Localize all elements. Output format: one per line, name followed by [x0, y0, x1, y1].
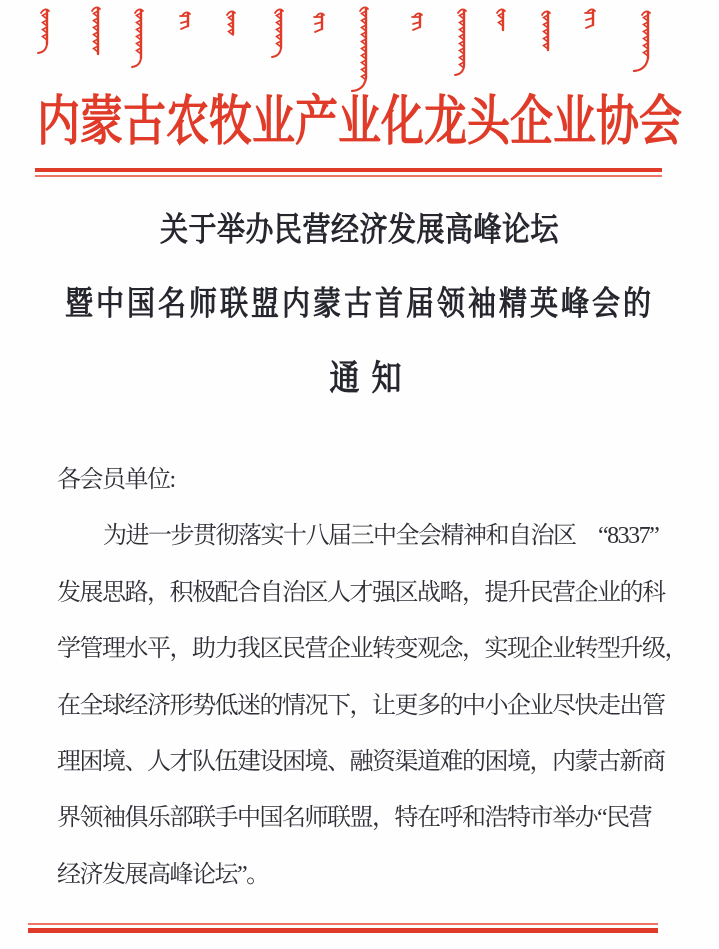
letterhead-divider-thin [35, 175, 662, 177]
body-line: 界领袖俱乐部联手中国名师联盟，特在呼和浩特市举办“民营 [57, 805, 652, 832]
body-line: 在全球经济形势低迷的情况下，让更多的中小企业尽快走出管 [57, 692, 665, 719]
body-line: 经济发展高峰论坛”。 [57, 861, 269, 888]
org-name: 内蒙古农牧业产业化龙头企业协会 [37, 93, 682, 152]
doc-title-line2: 暨中国名师联盟内蒙古首届领袖精英峰会的 [64, 286, 654, 323]
salutation: 各会员单位: [57, 467, 175, 493]
footer-divider-thin [28, 923, 658, 925]
body-line: 学管理水平，助力我区民营企业转变观念，实现企业转型升级， [57, 636, 687, 663]
footer-divider-thick [28, 928, 658, 933]
body-paragraph [57, 452, 687, 903]
body-line: 发展思路，积极配合自治区人才强区战略，提升民营企业的科 [57, 579, 665, 606]
body-line: 理困境、人才队伍建设困境、融资渠道难的困境，内蒙古新商 [57, 748, 665, 775]
body-line: 为进一步贯彻落实十八届三中全会精神和自治区 “8337” [103, 523, 659, 550]
letterhead-divider-thick [35, 168, 662, 172]
doc-title-line1: 关于举办民营经济发展高峰论坛 [159, 212, 559, 249]
doc-title-line3: 通知 [329, 359, 414, 399]
